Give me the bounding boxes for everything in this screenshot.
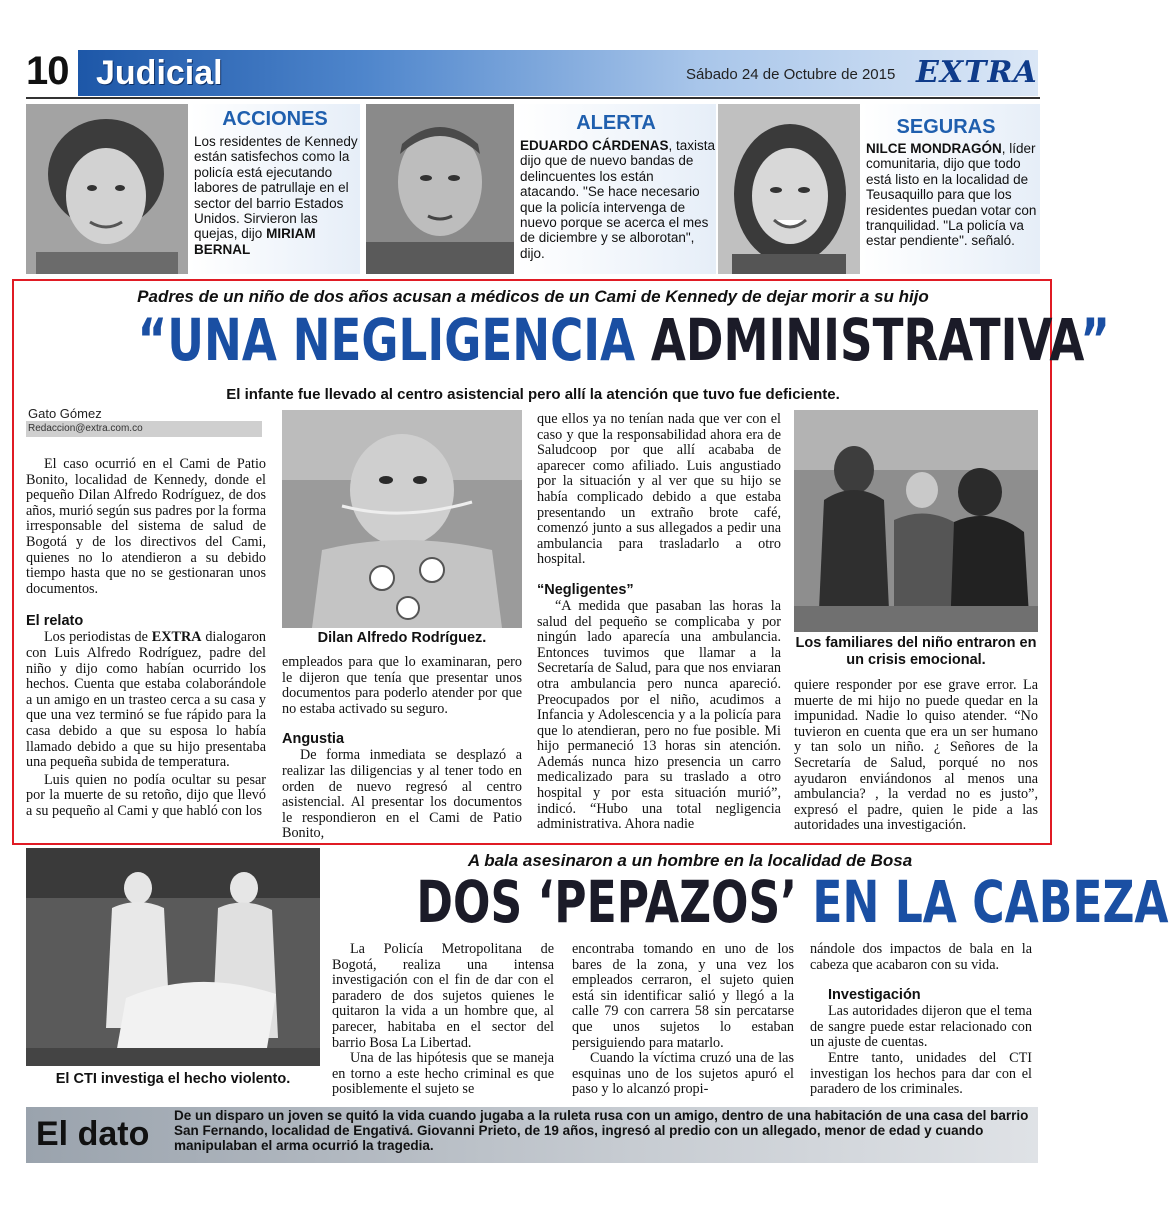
paragraph: nándole dos impactos de bala en la cabeza que acabaron con su vida. — [810, 941, 1032, 973]
second-story-column-1 — [332, 942, 554, 1098]
main-story-deck: El infante fue llevado al centro asistencial pero allí la atención que tuvo fue deficiente. — [226, 386, 840, 403]
main-story-column-1 — [26, 457, 266, 819]
header-rule — [26, 97, 1040, 99]
newspaper-logo: EXTRA — [916, 55, 1038, 90]
opinion-text-alerta — [520, 138, 716, 261]
main-story-column-3 — [537, 412, 781, 833]
child-hospital-photo-icon — [282, 410, 522, 628]
opinion-text-seguras — [866, 141, 1038, 249]
man-portrait-icon — [366, 104, 514, 274]
opinion-name: NILCE MONDRAGÓN — [866, 141, 1002, 156]
main-story-column-4 — [794, 678, 1038, 834]
paragraph: El caso ocurrió en el Cami de Patio Bonito, localidad de Kennedy, donde el pequeño Dilan Alfredo Rodríguez, de dos años, murió según sus padres por la forma irresponsable del sistema de salud de Bogotá y de los directivos del Cami, quienes no lo atendieron a su debido tiempo hasta que no se gestionaran unos documentos. — [26, 456, 266, 597]
subhead-investigacion: Investigación — [828, 987, 921, 1004]
paragraph: encontraba tomando en uno de los bares de la zona, y una vez los empleados cerraron, el sujeto quien está sin identificar salió y llegó a la calle 79 con carrera 58 sin percatarse que unos sujetos lo estaban persiguiendo para matarlo. — [572, 941, 794, 1051]
portrait-photo-miriam-bernal — [26, 104, 188, 274]
brand-mention: EXTRA — [151, 629, 202, 646]
byline-email: Redaccion@extra.com.co — [26, 421, 262, 437]
paragraph: La Policía Metropolitana de Bogotá, realiza una intensa investigación con el fin de dar con el paradero de dos sujetos quienes le quitaron la vida a un hombre que, al parecer, habitaba en el sector del barrio Bosa La Libertad. — [332, 941, 554, 1051]
photo-cti-investigation — [26, 848, 320, 1066]
paragraph-text: Los periodistas de — [44, 629, 152, 646]
second-story-column-2 — [572, 942, 794, 1098]
crime-scene-photo-icon — [26, 848, 320, 1066]
paragraph: Entre tanto, unidades del CTI investigan los hechos para dar con el paradero de los criminales. — [810, 1049, 1032, 1098]
opinion-text-body: , taxista dijo que de nuevo bandas de delincuentes los están atacando. "Se hace necesario que la policía intervenga de nuevo porque se acerca el mes de diciembre y se alborotan", dijo. — [520, 138, 716, 261]
paragraph: empleados para que lo examinaran, pero le dijeron que tenía que presentar unos documentos para poderlo atender por que no estaba activado su seguro. — [282, 654, 522, 717]
paragraph — [26, 630, 266, 770]
family-group-photo-icon — [794, 410, 1038, 632]
headline-part-blue: “UNA NEGLIGENCIA — [137, 306, 651, 374]
opinion-name: EDUARDO CÁRDENAS — [520, 138, 669, 153]
portrait-photo-nilce-mondragon — [718, 104, 860, 274]
photo-dilan-alfredo — [282, 410, 522, 628]
headline-part-dark: DOS ‘PEPAZOS’ — [416, 868, 813, 936]
byline-author: Gato Gómez — [28, 406, 102, 421]
second-story-column-3 — [810, 942, 1032, 1098]
opinion-text-acciones — [194, 134, 360, 257]
opinion-name: MIRIAM BERNAL — [194, 226, 316, 257]
paragraph: De forma inmediata se desplazó a realizar las diligencias y al tener todo en orden de nuevo regresó al centro asistencial. Al presentar los documentos le respondieron en el Cami de Patio Bonito, — [282, 747, 522, 842]
main-story-kicker: Padres de un niño de dos años acusan a médicos de un Cami de Kennedy de dejar morir a su hijo — [137, 287, 929, 306]
paragraph: que ellos ya no tenían nada que ver con el caso y que la responsabilidad ahora era de Saludcoop por que allí acababa de aparecer como afiliado. Luis angustiado por la situación y al ver que su hijo se había complicado debido a que estaba presentando un extraño brote café, comenzó junto a sus allegados a pedir una ambulancia para trasladarlo a otro hospital. — [537, 411, 781, 568]
paragraph: Las autoridades dijeron que el tema de sangre puede estar relacionado con un ajuste de cuentas. — [810, 1003, 1032, 1051]
photo-caption-dilan: Dilan Alfredo Rodríguez. — [317, 630, 487, 646]
main-story-column-2 — [282, 655, 522, 842]
opinion-title-seguras: SEGURAS — [896, 116, 996, 138]
subhead-negligentes: “Negligentes” — [537, 581, 634, 598]
issue-date: Sábado 24 de Octubre de 2015 — [686, 66, 896, 83]
second-story-headline — [416, 866, 1169, 938]
page-number: 10 — [26, 49, 69, 93]
portrait-photo-eduardo-cardenas — [366, 104, 514, 274]
paragraph: “A medida que pasaban las horas la salud del pequeño se complicaba y por ningún lado aparecía una ambulancia. Entonces tuvimos que llamar a la Secretaría de Salud, para que nos enviaran otra ambulancia pero nunca apareció. Preocupados por el niño, acudimos a Infancia y Adolescencia y a la policía para que lo atendieran, pero no fue posible. Mi hijo permaneció 13 horas sin atención. Además nunca hizo presencia un carro medicalizado para su traslado a otro hospital y por esta situación murió”, indicó. “Hubo una total negligencia administrativa. Ahora nadie — [537, 597, 781, 833]
paragraph: Una de las hipótesis que se maneja en torno a este hecho criminal es que posiblemente el sujeto se — [332, 1050, 554, 1098]
paragraph: quiere responder por ese grave error. La muerte de mi hijo no puede quedar en la impunidad. Nadie lo quiso atender. “No tuvieron en cuenta que era un ser humano y tan solo un niño. ¿ Señores de la Secretaría de Salud, porqué no nos ayudaron enviándonos al menos una ambulancia? , la verdad no es justo”, expresó el padre, quien le pide a las autoridades una investigación. — [794, 677, 1038, 834]
headline-closing-quote: ” — [1080, 306, 1111, 374]
photo-caption-family: Los familiares del niño entraron en un crisis emocional. — [795, 635, 1037, 668]
second-story-kicker: A bala asesinaron a un hombre en la localidad de Bosa — [467, 851, 913, 870]
paragraph-text: dialogaron con Luis Alfredo Rodríguez, padre del niño y dijo como habían ocurrido los hechos. Cuenta que estaba colaborándole a un amigo en un trasteo cerca a su casa y que una vez terminó se fue rápido para la casa debido a que su esposa lo había llamado debido a que su hijo presentaba una pequeña subida de temperatura. — [26, 629, 267, 771]
paragraph: Luis quien no podía ocultar su pesar por la muerte de su retoño, dijo que llevó a su pequeño al Cami y que habló con los — [26, 771, 266, 819]
woman-portrait-icon — [26, 104, 188, 274]
el-dato-text: De un disparo un joven se quitó la vida cuando jugaba a la ruleta rusa con un amigo, dentro de una habitación de una casa del barrio San Fernando, localidad de Engativá. Giovanni Prieto, de 19 años, ingresó al predio con un allegado, menor de edad y cuando manipulaban el arma ocurrió la tragedia. — [174, 1108, 1029, 1154]
opinion-title-alerta: ALERTA — [576, 112, 656, 134]
opinion-title-acciones: ACCIONES — [222, 108, 328, 130]
paragraph: Cuando la víctima cruzó una de las esquinas uno de los sujetos apuró el paso y lo alcanzó propi- — [572, 1050, 794, 1098]
el-dato-label: El dato — [36, 1115, 150, 1153]
headline-part-dark: ADMINISTRATIVA — [650, 306, 1081, 374]
woman-portrait-icon — [718, 104, 860, 274]
subhead-angustia: Angustia — [282, 731, 345, 748]
section-title: Judicial — [96, 54, 223, 92]
photo-caption-cti: El CTI investiga el hecho violento. — [55, 1071, 291, 1087]
main-story-headline — [137, 305, 1111, 375]
photo-family — [794, 410, 1038, 632]
headline-part-blue: EN LA CABEZA — [812, 868, 1169, 936]
opinion-text-body: Los residentes de Kennedy están satisfechos como la policía está ejecutando labores de patrullaje en el sector del barrio Estados Unidos. Sirvieron las quejas, dijo — [194, 134, 358, 242]
opinion-text-body: , líder comunitaria, dijo que todo está listo en la localidad de Teusaquillo para que los residentes puedan votar con tranquilidad. "La policía va estar pendiente". señaló. — [866, 141, 1037, 249]
subhead-el-relato: El relato — [26, 613, 84, 630]
